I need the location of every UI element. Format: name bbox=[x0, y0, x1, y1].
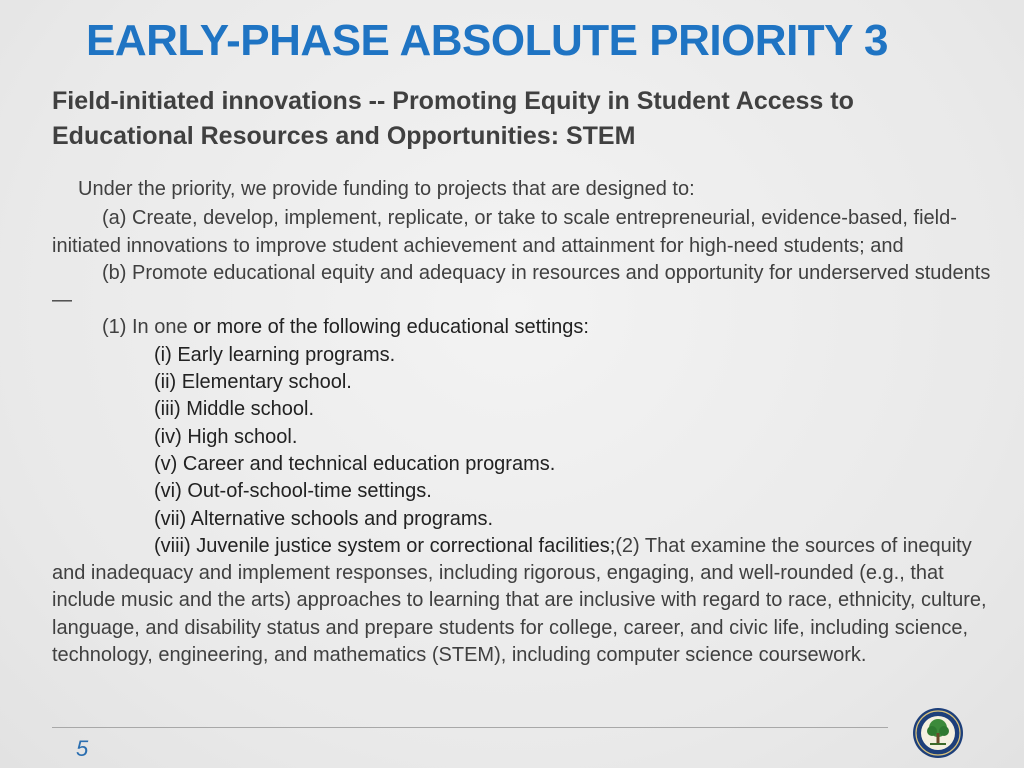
setting-item: (vii) Alternative schools and programs. bbox=[154, 507, 494, 530]
list-item-2-rest: sources of inequity and inadequacy and implement responses, including rigorous, engaging, and well-rounded (e.g., that include music and the arts) approaches to learning that are inclusive with regard to race, ethnicity, culture, language, and disability status and prepare students for college, career, and civic life, including science, technology, engineering, and mathematics (STEM), including computer science coursework. bbox=[52, 534, 987, 667]
list-item-1-rest: or more of the following educational settings: bbox=[187, 316, 589, 339]
setting-item-viii: (viii) Juvenile justice system or correctional facilities; bbox=[154, 534, 616, 557]
slide-subtitle: Field-initiated innovations -- Promoting Equity in Student Access to Educational Resources and Opportunities: STEM bbox=[52, 87, 854, 150]
setting-item: (vi) Out-of-school-time settings. bbox=[154, 480, 432, 503]
setting-item-viii-and-item-2 bbox=[52, 533, 1002, 669]
slide-title: EARLY-PHASE ABSOLUTE PRIORITY 3 bbox=[86, 16, 888, 65]
setting-item: (i) Early learning programs. bbox=[154, 343, 396, 366]
page-number: 5 bbox=[76, 736, 89, 761]
slide-body bbox=[52, 176, 1002, 669]
setting-item: (iv) High school. bbox=[154, 425, 298, 448]
department-of-education-seal-icon bbox=[912, 707, 964, 759]
paragraph-a: (a) Create, develop, implement, replicate, or take to scale entrepreneurial, evidence-based, field-initiated innovations to improve student achievement and attainment for high-need students; and bbox=[52, 207, 957, 257]
footer-divider bbox=[52, 727, 888, 728]
setting-item: (iii) Middle school. bbox=[154, 398, 315, 421]
intro-text: Under the priority, we provide funding to projects that are designed to: bbox=[78, 178, 695, 200]
setting-item: (ii) Elementary school. bbox=[154, 371, 352, 394]
list-item-1-prefix: (1) In one bbox=[102, 316, 188, 339]
list-item-2-start: (2) That examine the bbox=[615, 534, 800, 557]
list-item-1 bbox=[52, 314, 1002, 341]
setting-item: (v) Career and technical education programs. bbox=[154, 452, 556, 475]
paragraph-b: (b) Promote educational equity and adequacy in resources and opportunity for underserved students— bbox=[52, 261, 991, 312]
